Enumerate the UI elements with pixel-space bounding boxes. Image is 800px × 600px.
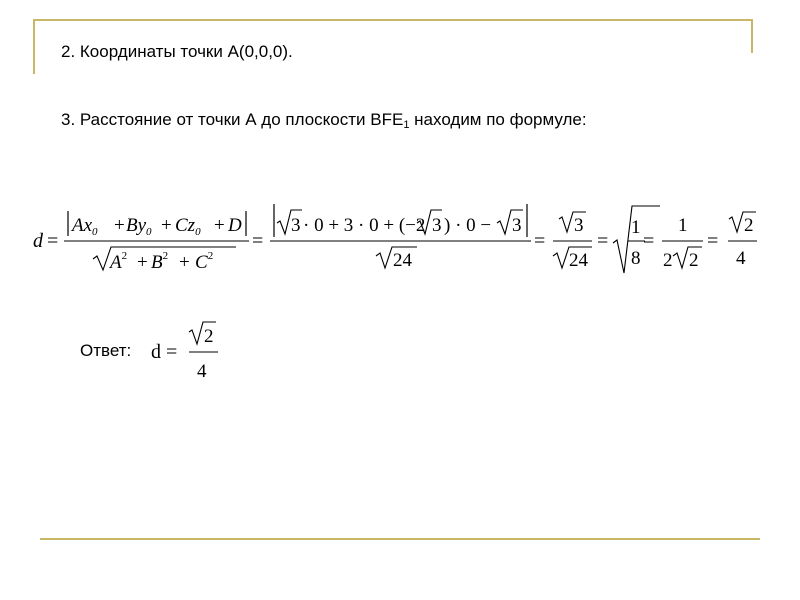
intro-subscript: 1 <box>403 119 410 131</box>
frac1-num-c: $Cz_0$ <box>175 215 201 238</box>
answer-eq: = <box>166 341 178 363</box>
frac1-den-c: $C^2$ <box>195 250 214 273</box>
formula-eq-3: = <box>534 230 546 252</box>
answer-d: d <box>151 341 161 363</box>
formula-eq-2: = <box>252 230 264 252</box>
frac1-num-plus-2: + <box>161 215 172 236</box>
frac1-den-a: $A^2$ <box>110 250 128 273</box>
frac1-num-b: $By_0$ <box>126 215 152 238</box>
frac1-den-b: $B^2$ <box>151 250 169 273</box>
frac2-den: 24 <box>393 250 412 271</box>
frac5-den-coef: 2 <box>663 250 673 271</box>
frac2-num-middle-2: ) · 0 − <box>444 215 492 236</box>
frac4-den: 8 <box>631 248 641 269</box>
frac5-den-rad: 2 <box>689 250 699 271</box>
formula-eq-1: = <box>47 230 59 252</box>
frac6-num: 2 <box>744 215 754 236</box>
point-coordinates-text: 2. Координаты точки А(0,0,0). <box>61 42 293 61</box>
formula-eq-6: = <box>707 230 719 252</box>
frac1-num-plus-1: + <box>114 215 125 236</box>
frac2-num-sqrt3-b: 3 <box>432 215 442 236</box>
frac1-num-a: $Ax_0$ <box>72 215 98 238</box>
frac3-den: 24 <box>569 250 588 271</box>
frac2-num-sqrt3-c: 3 <box>512 215 522 236</box>
frac3-num: 3 <box>574 215 584 236</box>
formula-eq-4: = <box>597 230 609 252</box>
answer-label: Ответ: <box>80 341 132 360</box>
intro-prefix: 3. Расстояние от точки А до плоскости BFE <box>61 110 404 129</box>
frac6-den: 4 <box>736 248 746 269</box>
answer-num: 2 <box>204 326 214 347</box>
frac1-den-plus-1: + <box>137 252 148 273</box>
frac4-num: 1 <box>631 217 641 238</box>
frac2-num-middle-1: · 0 + 3 · 0 + (−2 <box>303 215 426 236</box>
frac1-den-plus-2: + <box>179 252 190 273</box>
formula-eq-5: = <box>643 230 655 252</box>
frac2-num-sqrt3-a: 3 <box>291 215 301 236</box>
answer-den: 4 <box>197 361 207 382</box>
formula-d: d <box>33 230 43 252</box>
frac1-num-d: D <box>228 215 242 236</box>
frac1-num-plus-3: + <box>214 215 225 236</box>
intro-suffix: находим по формуле: <box>409 110 587 129</box>
frac5-num: 1 <box>678 215 688 236</box>
